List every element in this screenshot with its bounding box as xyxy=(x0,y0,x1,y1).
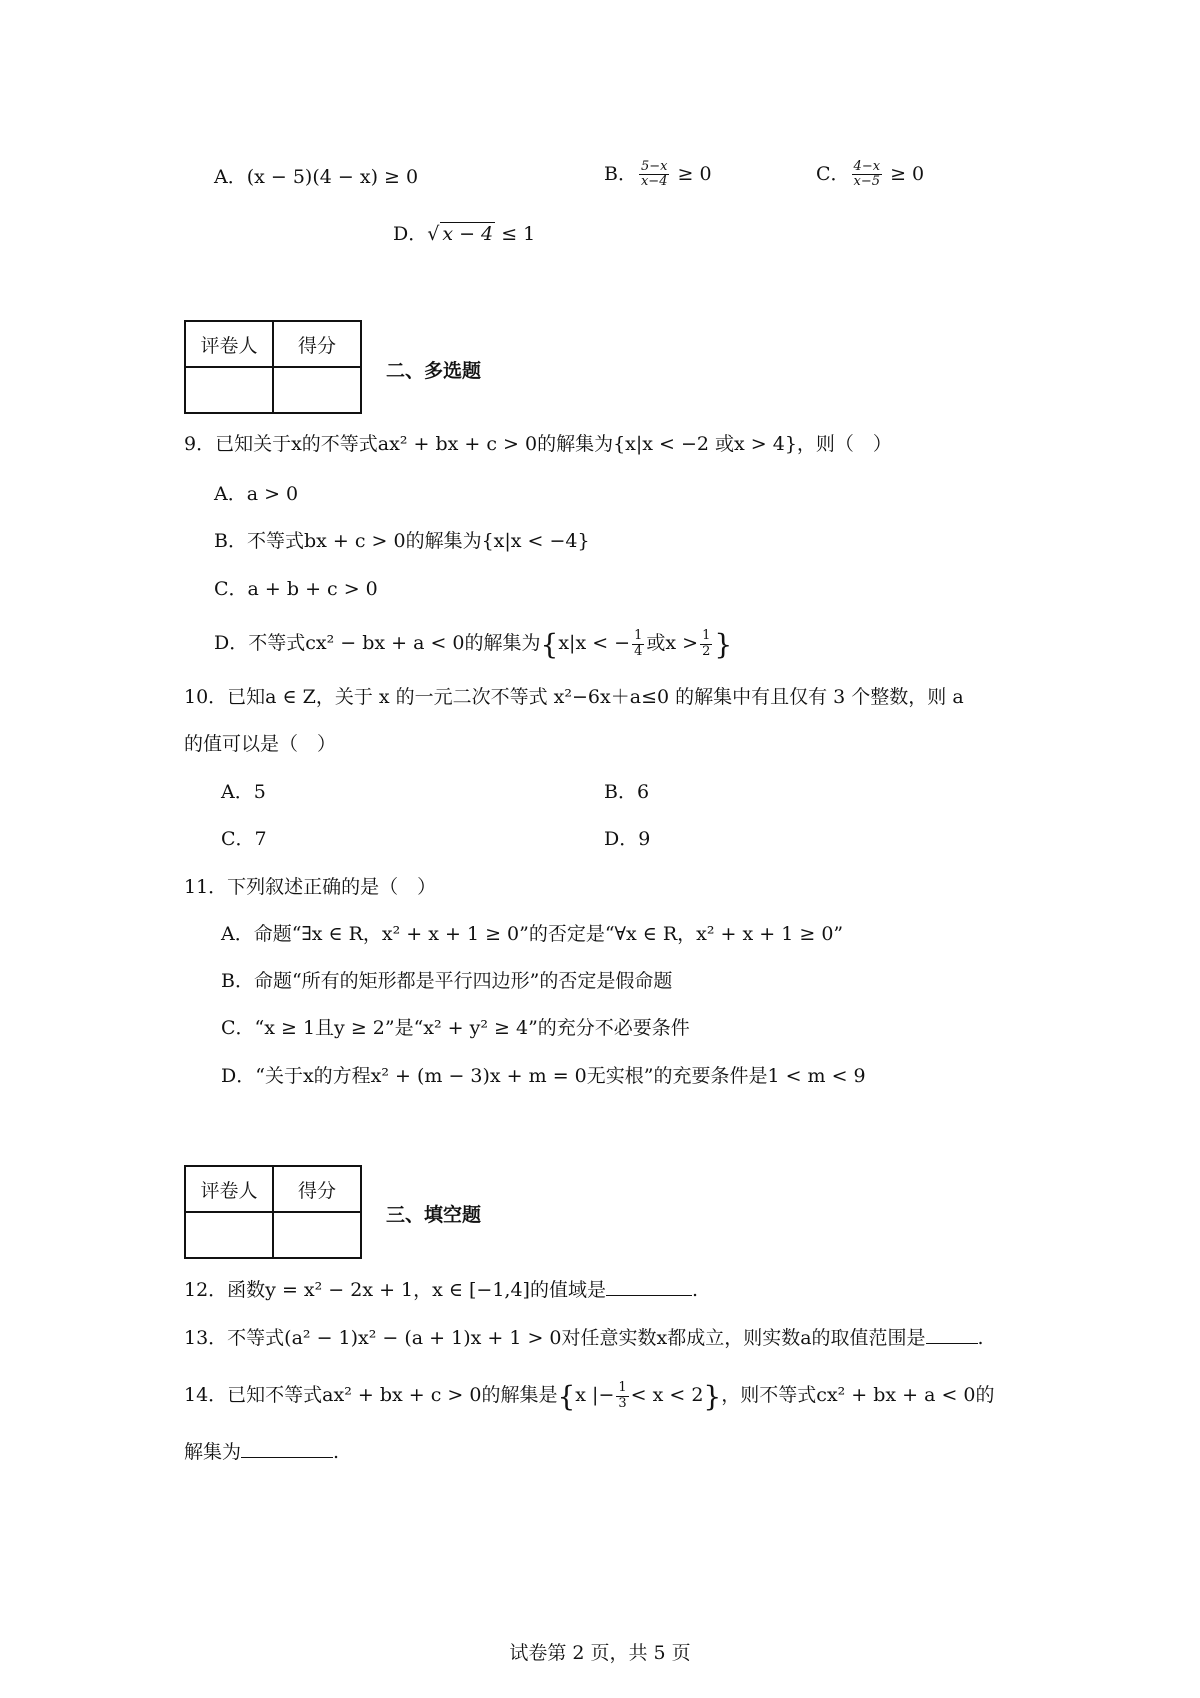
left-brace: { xyxy=(540,628,559,661)
q10-option-a: A．5 xyxy=(221,781,266,803)
q14-set-part1: x |− xyxy=(575,1384,615,1406)
score-table-grader-header: 评卷人 xyxy=(185,321,273,367)
answer-blank[interactable] xyxy=(241,1439,333,1458)
q14-fraction xyxy=(616,1381,628,1411)
left-brace: { xyxy=(557,1380,576,1413)
score-table-score-header: 得分 xyxy=(273,1166,361,1212)
fraction-denominator: 2 xyxy=(702,643,711,659)
q14-end: . xyxy=(333,1441,340,1463)
q9-option-c: C．a + b + c > 0 xyxy=(214,578,378,600)
q14-line2 xyxy=(184,1439,339,1464)
q10-option-c: C．7 xyxy=(221,828,267,850)
score-table-score-header: 得分 xyxy=(273,321,361,367)
fraction-denominator: 3 xyxy=(618,1395,627,1411)
q12-end: . xyxy=(691,1279,698,1301)
q8-option-a: A．(x − 5)(4 − x) ≥ 0 xyxy=(214,166,419,188)
q8-option-d-label: D． xyxy=(393,223,428,245)
score-table xyxy=(184,320,362,414)
q9-option-d-set-part1: x|x < − xyxy=(558,632,631,654)
q8-option-d-relation: ≤ 1 xyxy=(501,223,536,245)
q8-option-b-label: B． xyxy=(604,162,637,185)
q8-option-b-fraction xyxy=(639,160,670,190)
q14-line1 xyxy=(184,1380,995,1414)
q9-option-d xyxy=(214,628,732,662)
q11-option-d: D．“关于x的方程x² + (m − 3)x + m = 0无实根”的充要条件是1 < m < 9 xyxy=(221,1065,866,1087)
q14-line2-text: 解集为 xyxy=(184,1441,242,1463)
q9-option-b: B．不等式bx + c > 0的解集为{x|x < −4} xyxy=(214,530,590,552)
q13-end: . xyxy=(977,1327,984,1349)
score-table xyxy=(184,1165,362,1259)
right-brace: } xyxy=(703,1380,722,1413)
fraction-numerator: 1 xyxy=(634,628,643,644)
fraction-denominator: 4 xyxy=(634,643,643,659)
q14-text-continued: ，则不等式cx² + bx + a < 0的 xyxy=(721,1384,995,1406)
score-table-grader-cell xyxy=(185,1212,273,1258)
fraction-denominator: x−5 xyxy=(853,174,881,190)
score-table-grader-header: 评卷人 xyxy=(185,1166,273,1212)
sqrt-icon: √ xyxy=(427,223,440,245)
q8-option-c xyxy=(816,160,924,190)
q9-option-d-fraction-1 xyxy=(632,629,644,659)
q8-option-c-label: C． xyxy=(816,162,850,185)
score-table-score-cell xyxy=(273,1212,361,1258)
q8-option-d-radicand: x − 4 xyxy=(442,223,494,245)
section-title-fill-in: 三、填空题 xyxy=(386,1204,482,1226)
q11-stem: 11．下列叙述正确的是（ ） xyxy=(184,876,437,898)
q9-stem: 9．已知关于x的不等式ax² + bx + c > 0的解集为{x|x < −2 或x > 4}，则（ ） xyxy=(184,433,892,455)
fraction-numerator: 5−x xyxy=(640,159,668,174)
q10-option-d: D．9 xyxy=(604,828,651,850)
q11-option-c: C．“x ≥ 1且y ≥ 2”是“x² + y² ≥ 4”的充分不必要条件 xyxy=(221,1017,690,1039)
page-footer: 试卷第 2 页，共 5 页 xyxy=(509,1642,691,1664)
q13-stem: 13．不等式(a² − 1)x² − (a + 1)x + 1 > 0对任意实数x都成立，则实数a的取值范围是 xyxy=(184,1327,926,1349)
q8-option-c-relation: ≥ 0 xyxy=(890,162,925,185)
section-title-multi-choice: 二、多选题 xyxy=(386,360,482,382)
right-brace: } xyxy=(714,628,733,661)
answer-blank[interactable] xyxy=(606,1277,692,1296)
q10-stem-line1: 10．已知a ∈ Z，关于 x 的一元二次不等式 x²−6x＋a≤0 的解集中有且仅有 3 个整数，则 a xyxy=(184,686,964,708)
fraction-numerator: 4−x xyxy=(853,159,881,174)
q8-option-c-fraction xyxy=(852,160,883,190)
q10-option-b: B．6 xyxy=(604,781,650,803)
score-table-grader-cell xyxy=(185,367,273,413)
q13 xyxy=(184,1325,984,1350)
q9-option-d-set-part2: 或x > xyxy=(646,632,699,654)
q9-option-a: A．a > 0 xyxy=(214,483,299,505)
q10-stem-line2: 的值可以是（ ） xyxy=(184,733,337,755)
q12-stem: 12．函数y = x² − 2x + 1，x ∈ [−1,4]的值域是 xyxy=(184,1279,606,1301)
fraction-numerator: 1 xyxy=(702,628,711,644)
fraction-denominator: x−4 xyxy=(640,174,668,190)
q11-option-a: A．命题“∃x ∈ R，x² + x + 1 ≥ 0”的否定是“∀x ∈ R，x² + x + 1 ≥ 0” xyxy=(221,923,844,945)
score-table-score-cell xyxy=(273,367,361,413)
fraction-numerator: 1 xyxy=(618,1380,627,1396)
q12 xyxy=(184,1277,698,1302)
q8-option-b-relation: ≥ 0 xyxy=(677,162,712,185)
q11-option-b: B．命题“所有的矩形都是平行四边形”的否定是假命题 xyxy=(221,970,673,992)
q9-option-d-text: D．不等式cx² − bx + a < 0的解集为 xyxy=(214,632,541,654)
q8-option-d xyxy=(393,223,535,246)
q8-option-b xyxy=(604,160,712,190)
q9-option-d-fraction-2 xyxy=(700,629,712,659)
answer-blank[interactable] xyxy=(926,1325,978,1344)
q14-set-part2: < x < 2 xyxy=(630,1384,704,1406)
q14-text: 14．已知不等式ax² + bx + c > 0的解集是 xyxy=(184,1384,558,1406)
